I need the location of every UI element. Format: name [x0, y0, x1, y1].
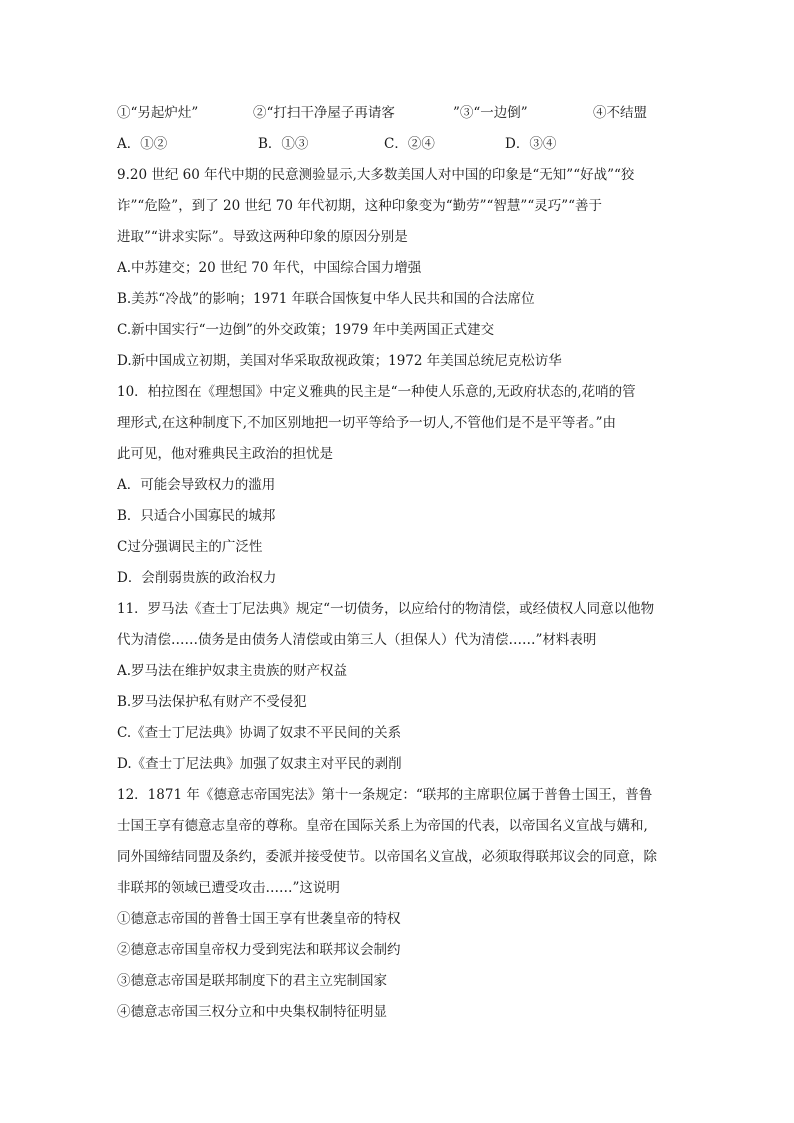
exam-page: [117, 98, 687, 1028]
q11-option-c: C.《查士丁尼法典》协调了奴隶不平民间的关系: [117, 725, 402, 741]
q8-option-a: A．①②: [117, 136, 168, 152]
q10-option-a: A．可能会导致权力的滥用: [117, 477, 276, 493]
q8-item-1: ①“另起炉灶”: [117, 105, 199, 121]
q9-option-a: A.中苏建交；20 世纪 70 年代，中国综合国力增强: [117, 260, 422, 276]
q11-stem-line: 代为清偿……债务是由债务人清偿或由第三人（担保人）代为清偿……”材料表明: [117, 632, 597, 648]
q11-stem-line: 11．罗马法《查士丁尼法典》规定“一切债务，以应给付的物清偿，或经债权人同意以他物: [117, 601, 655, 617]
q12-item-4: ④德意志帝国三权分立和中央集权制特征明显: [117, 1004, 387, 1020]
q12-stem-line: 12．1871 年《德意志帝国宪法》第十一条规定：“联邦的主席职位属于普鲁士国王，普鲁: [117, 787, 653, 803]
q9-stem-line: 进取”“讲求实际”。导致这两种印象的原因分别是: [117, 229, 408, 245]
q8-item-4: ④不结盟: [593, 105, 647, 121]
q10-stem-line: 此可见，他对雅典民主政治的担忧是: [117, 446, 333, 462]
q12-item-2: ②德意志帝国皇帝权力受到宪法和联邦议会制约: [117, 942, 401, 958]
q11-option-a: A.罗马法在维护奴隶主贵族的财产权益: [117, 663, 348, 679]
q8-items-row: [117, 98, 687, 129]
q9-stem-line: 9.20 世纪 60 年代中期的民意测验显示,大多数美国人对中国的印象是“无知”“好战”“狡: [117, 167, 635, 183]
q11-option-b: B.罗马法保护私有财产不受侵犯: [117, 694, 307, 710]
q12-item-1: ①德意志帝国的普鲁士国王享有世袭皇帝的特权: [117, 911, 401, 927]
q12-stem-line: 同外国缔结同盟及条约，委派并接受使节。以帝国名义宣战，必须取得联邦议会的同意，除: [117, 849, 657, 865]
q12-item-3: ③德意志帝国是联邦制度下的君主立宪制国家: [117, 973, 387, 989]
q8-item-3: ”③“一边倒”: [453, 105, 528, 121]
q8-item-2: ②“打扫干净屋子再请客: [253, 105, 395, 121]
q8-option-d: D．③④: [505, 136, 557, 152]
q10-option-d: D．会削弱贵族的政治权力: [117, 570, 277, 586]
q9-option-c: C.新中国实行“一边倒”的外交政策；1979 年中美两国正式建交: [117, 322, 495, 338]
q8-options-row: [117, 129, 687, 160]
q12-stem-line: 非联邦的领域已遭受攻击……”这说明: [117, 880, 340, 896]
q9-option-b: B.美苏“冷战”的影响；1971 年联合国恢复中华人民共和国的合法席位: [117, 291, 535, 307]
q10-option-c: C过分强调民主的广泛性: [117, 539, 263, 555]
q10-stem-line: 10．柏拉图在《理想国》中定义雅典的民主是“一种使人乐意的,无政府状态的,花哨的管: [117, 384, 636, 400]
q10-option-b: B．只适合小国寡民的城邦: [117, 508, 276, 524]
q12-stem-line: 士国王享有德意志皇帝的尊称。皇帝在国际关系上为帝国的代表，以帝国名义宣战与媾和,: [117, 818, 648, 834]
q9-stem-line: 诈”“危险”，到了 20 世纪 70 年代初期，这种印象变为“勤劳”“智慧”“灵巧”“善于: [117, 198, 603, 214]
q9-option-d: D.新中国成立初期，美国对华采取敌视政策；1972 年美国总统尼克松访华: [117, 353, 562, 369]
q10-stem-line: 理形式,在这种制度下,不加区别地把一切平等给予一切人,不管他们是不是平等者。”由: [117, 415, 617, 431]
q8-option-b: B．①③: [258, 136, 309, 152]
q11-option-d: D.《查士丁尼法典》加强了奴隶主对平民的剥削: [117, 756, 402, 772]
q8-option-c: C．②④: [384, 136, 435, 152]
